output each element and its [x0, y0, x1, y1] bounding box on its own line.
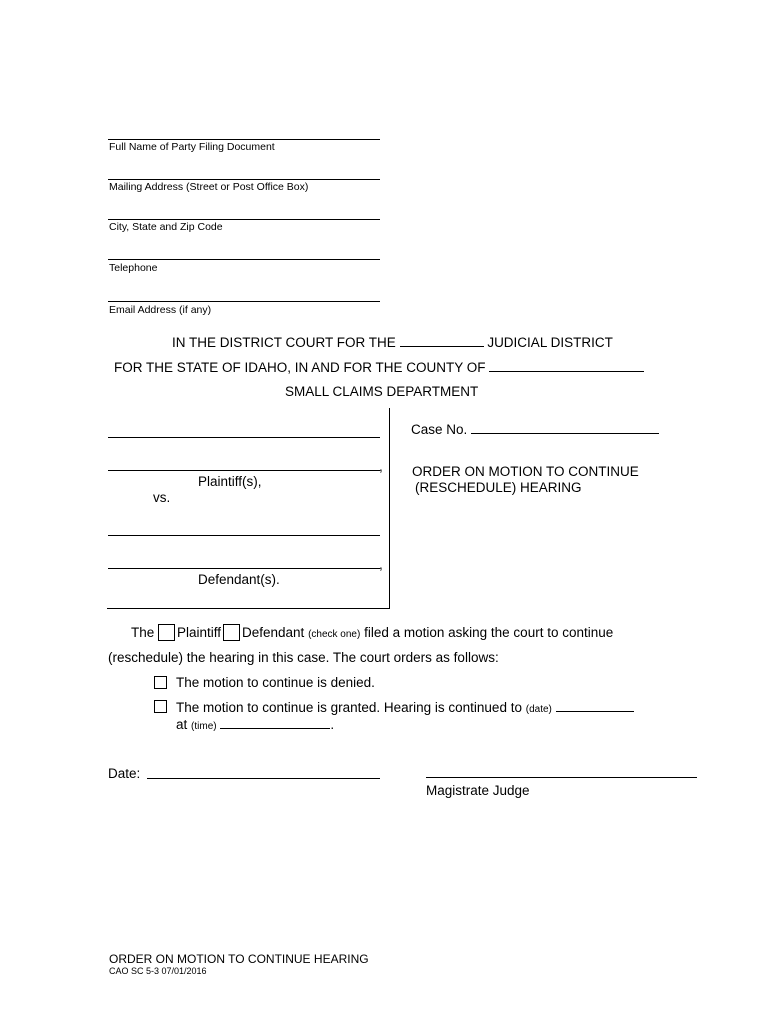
defendant-label: Defendant(s). — [198, 572, 280, 587]
mailing-address-label: Mailing Address (Street or Post Office Box) — [109, 181, 309, 193]
caption-divider-vertical — [389, 408, 390, 608]
defendant-word: Defendant — [242, 625, 305, 640]
granted-checkbox[interactable] — [154, 700, 167, 713]
court-header-line3: SMALL CLAIMS DEPARTMENT — [285, 384, 479, 399]
date-signature-field[interactable] — [147, 778, 380, 779]
body-the: The — [131, 625, 155, 640]
continued-time-field[interactable] — [220, 716, 330, 729]
footer-title: ORDER ON MOTION TO CONTINUE HEARING — [109, 952, 369, 966]
plaintiff-label: Plaintiff(s), — [198, 474, 262, 489]
email-label: Email Address (if any) — [109, 304, 212, 316]
plaintiff-comma: , — [379, 459, 383, 474]
defendant-option-label — [242, 625, 613, 640]
time-period: . — [330, 717, 335, 732]
city-state-zip-label: City, State and Zip Code — [109, 221, 223, 233]
option-granted-label: The motion to continue is granted. Hearing is continued to — [176, 700, 522, 715]
check-one-hint: (check one) — [308, 629, 361, 640]
judicial-district-field[interactable] — [400, 334, 484, 347]
time-row — [176, 716, 334, 732]
caption-divider-bottom — [107, 608, 390, 609]
full-name-line[interactable] — [108, 139, 380, 140]
mailing-address-line[interactable] — [108, 179, 380, 180]
court-header-line2-prefix: FOR THE STATE OF IDAHO, IN AND FOR THE COUNTY OF — [114, 360, 486, 375]
option-denied-label: The motion to continue is denied. — [176, 675, 375, 690]
magistrate-judge-label: Magistrate Judge — [426, 783, 530, 798]
court-header-line1 — [172, 334, 613, 350]
at-label: at — [176, 717, 188, 732]
continued-date-field[interactable] — [556, 699, 634, 712]
telephone-line[interactable] — [108, 259, 380, 260]
case-number — [411, 421, 659, 437]
court-header-line1-prefix: IN THE DISTRICT COURT FOR THE — [172, 335, 396, 350]
option-granted-row — [176, 699, 634, 715]
defendant-line-1[interactable] — [108, 535, 380, 536]
court-header-line1-suffix: JUDICIAL DISTRICT — [487, 335, 613, 350]
filed-text: filed a motion asking the court to continue — [364, 625, 614, 640]
denied-checkbox[interactable] — [154, 676, 167, 689]
document-title-line2: (RESCHEDULE) HEARING — [415, 480, 582, 495]
full-name-label: Full Name of Party Filing Document — [109, 141, 275, 153]
case-number-field[interactable] — [471, 421, 659, 434]
date-label: Date: — [108, 766, 141, 781]
plaintiff-option-label: Plaintiff — [177, 625, 222, 640]
plaintiff-checkbox[interactable] — [158, 624, 175, 641]
defendant-checkbox[interactable] — [223, 624, 240, 641]
document-title-line1: ORDER ON MOTION TO CONTINUE — [412, 464, 639, 479]
judge-signature-line[interactable] — [426, 777, 697, 778]
court-header-line2 — [114, 359, 644, 375]
plaintiff-line-2[interactable] — [108, 470, 380, 471]
city-state-zip-line[interactable] — [108, 219, 380, 220]
case-number-label: Case No. — [411, 422, 468, 437]
date-hint: (date) — [525, 704, 552, 715]
telephone-label: Telephone — [109, 262, 158, 274]
defendant-line-2[interactable] — [108, 568, 380, 569]
email-line[interactable] — [108, 301, 380, 302]
vs-label: vs. — [153, 490, 171, 505]
body-line2: (reschedule) the hearing in this case. The court orders as follows: — [108, 650, 499, 665]
plaintiff-line-1[interactable] — [108, 437, 380, 438]
time-hint: (time) — [191, 721, 217, 732]
footer-code: CAO SC 5-3 07/01/2016 — [109, 966, 207, 976]
county-field[interactable] — [489, 359, 644, 372]
defendant-comma: , — [379, 557, 383, 572]
